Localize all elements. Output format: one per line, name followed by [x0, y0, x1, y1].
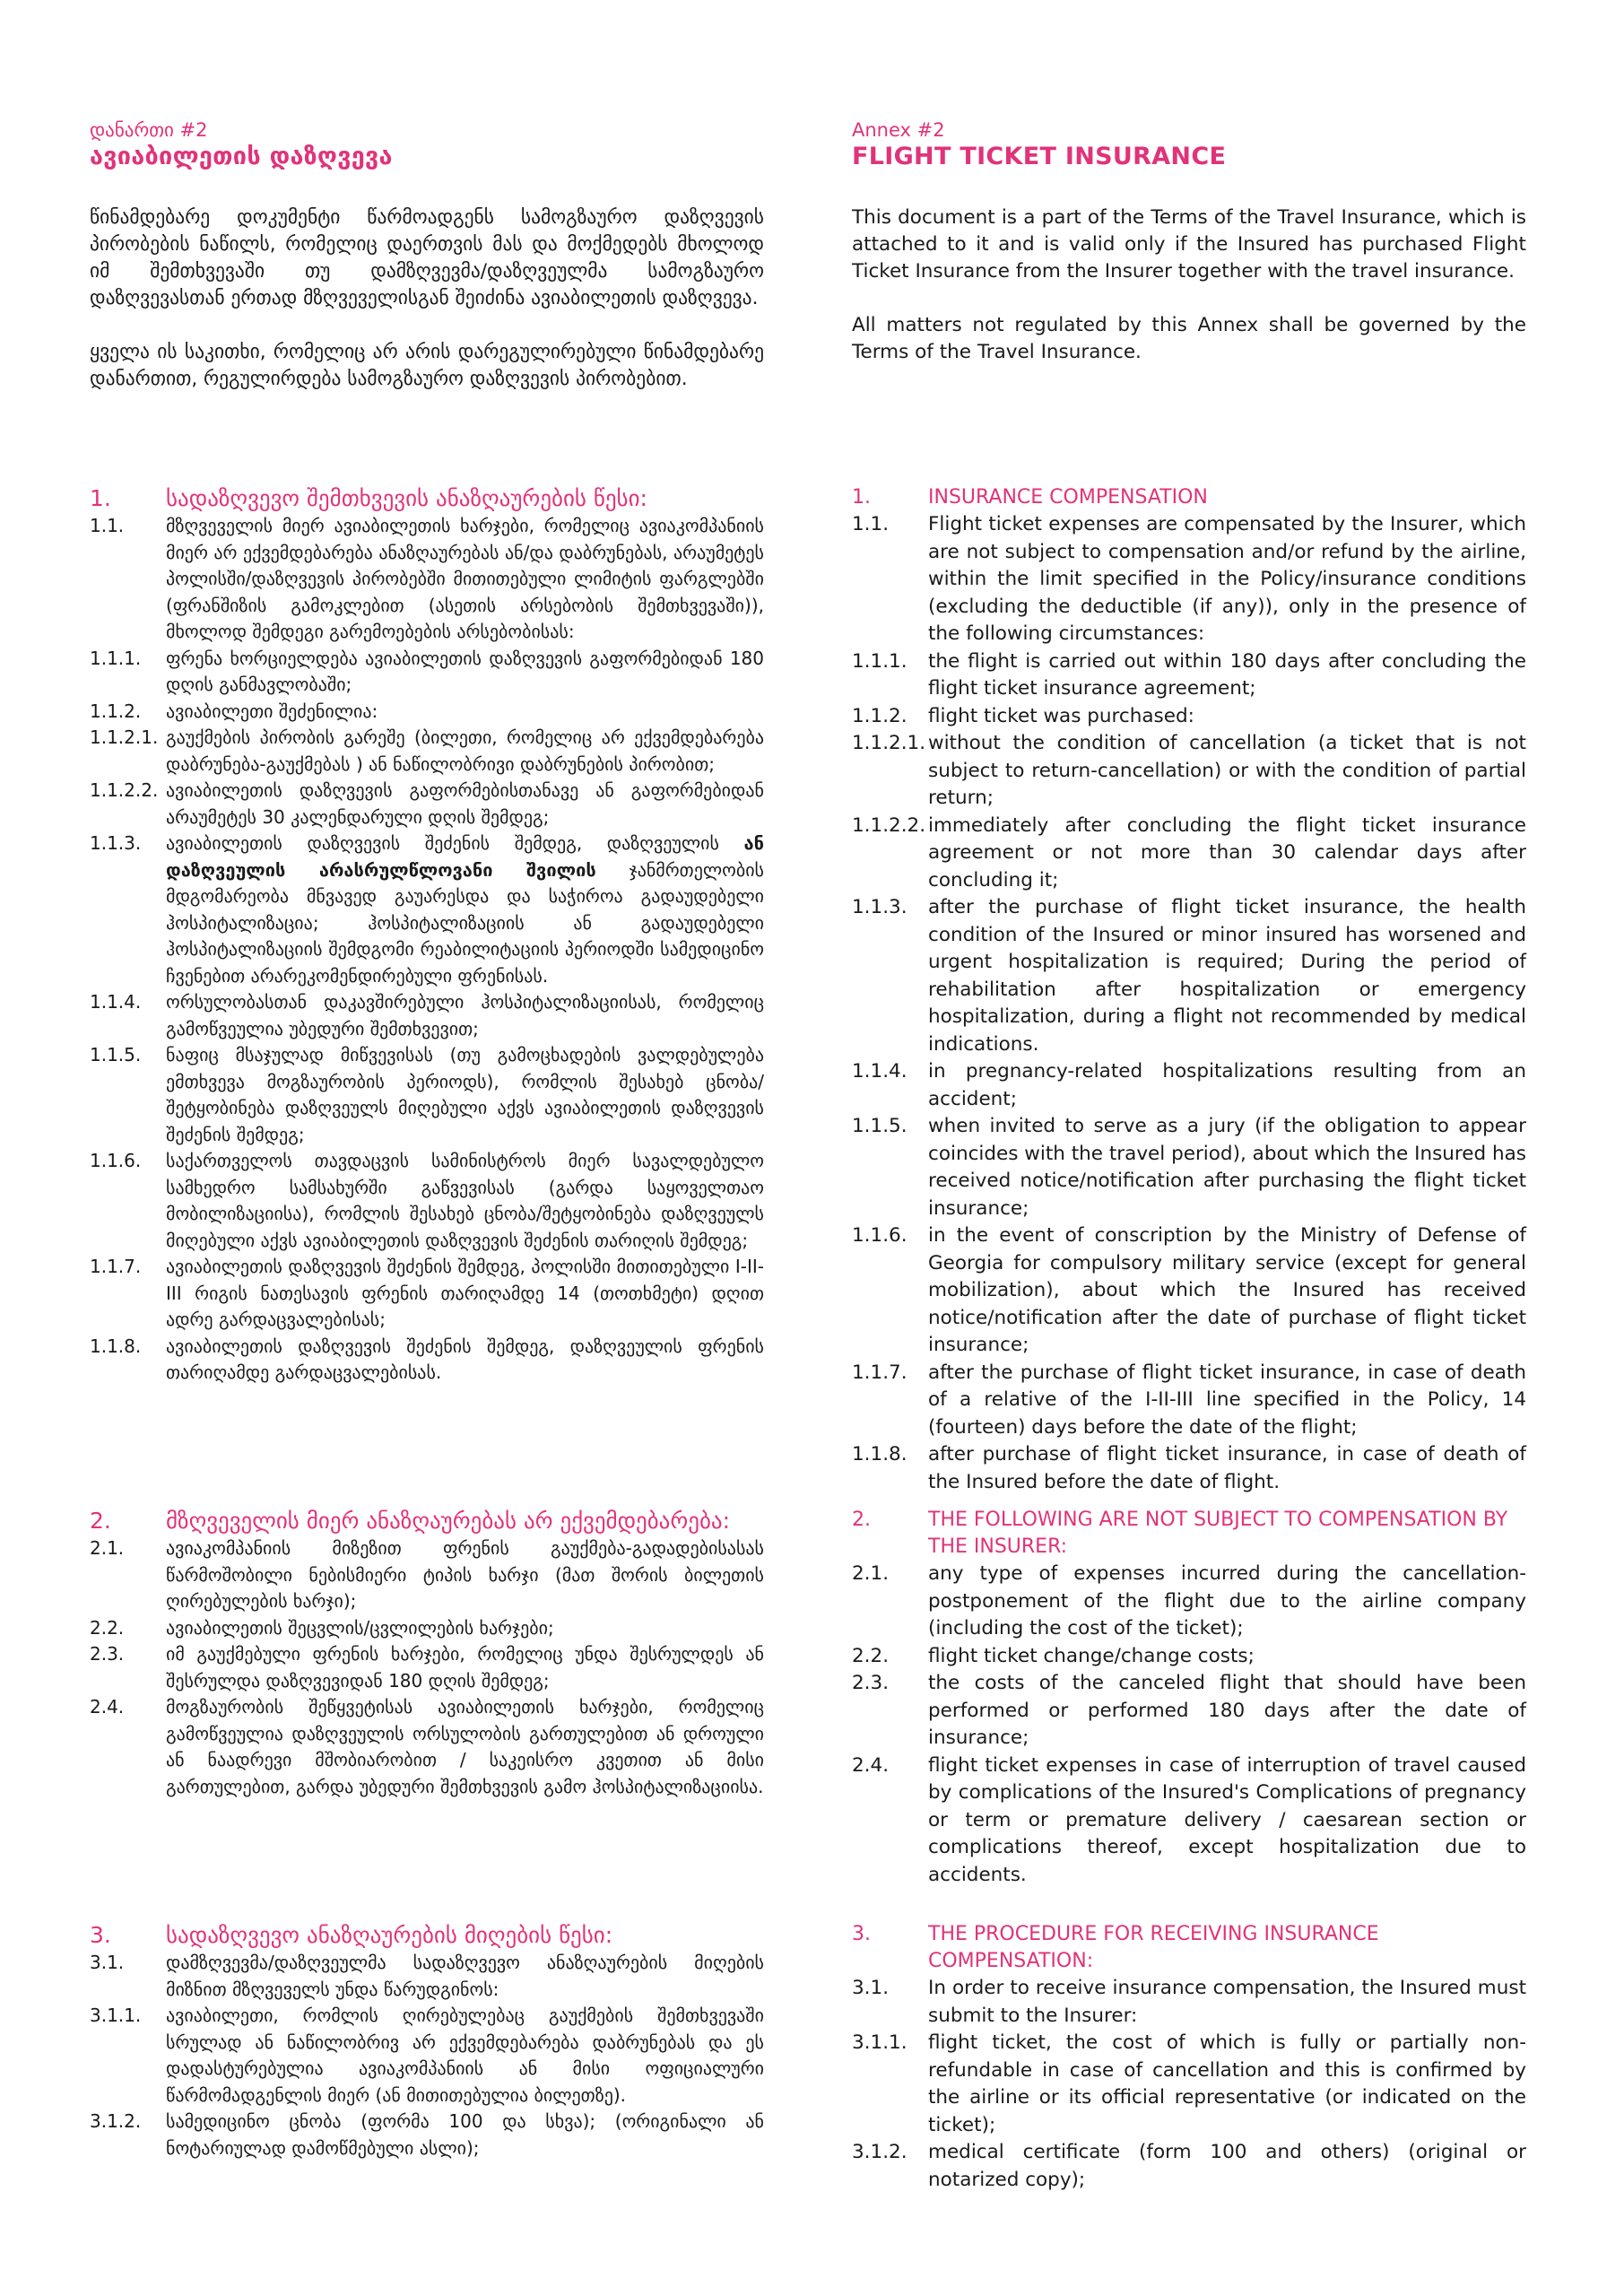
section-3 — [90, 1921, 764, 2161]
section-heading: 1. სადაზღვევო შემთხვევის ანაზღაურების წესი: — [90, 485, 647, 511]
clause: 3.1. დამზღვევმა/დაზღვეულმა სადაზღვევო ანაზღაურების მიღების მიზნით მზღვეველს უნდა წარუდგინოს: — [90, 1952, 764, 2000]
clause: 1.1.3. after the purchase of flight ticket insurance, the health condition of the Insured or minor insured has worsened and urgent hospitalization is required; During the period of rehabilitation after hospitalization or emergency hospitalization, during a flight not recommended by medical indications. — [852, 896, 1526, 1056]
clause: 1.1.7. ავიაბილეთის დაზღვევის შეძენის შემდეგ, პოლისში მითითებული I-II-III რიგის ნათესავის ფრენის თარიღამდე 14 (თოთხმეტი) დღით ადრე გარდაცვალებისას; — [90, 1256, 764, 1330]
document-title: ავიაბილეთის დაზღვევა — [90, 143, 393, 170]
emphasis-text: ან დაზღვეულის არასრულწლოვანი შვილის — [166, 832, 764, 881]
clause: 2.1. any type of expenses incurred during the cancellation-postponement of the flight due to the airline company (including the cost of the ticket); — [852, 1562, 1526, 1639]
clause: 1.1.5. ნაფიც მსაჯულად მიწვევისას (თუ გამოცხადების ვალდებულება ემთხვევა მოგზაურობის პერიოდს), რომლის შესახებ ცნობა/შეტყობინება დაზღვეულს მიღებული აქვს ავიაბილეთის დაზღვევის შეძენის შემდეგ; — [90, 1044, 764, 1145]
clause: 1.1.1. the flight is carried out within 180 days after concluding the flight ticket insurance agreement; — [852, 649, 1526, 700]
clause: 1.1. მზღვეველის მიერ ავიაბილეთის ხარჯები, რომელიც ავიაკომპანიის მიერ არ ექვემდებარება ანაზღაურებას ან/და დაბრუნებას, არაუმეტეს პოლისში/დაზღვევის პირობებში მითითებული ლიმიტის ფარგლებში (ფრანშიზის გამოკლებით (ასეთის არსებობის შემთხვევაში)), მხოლოდ შემდეგი გარემოებების არსებობისას: — [90, 515, 764, 642]
clause: 1.1.2.1. without the condition of cancellation (a ticket that is not subject to return-cancellation) or with the condition of partial return; — [852, 732, 1526, 809]
section-heading: 3. სადაზღვევო ანაზღაურების მიღების წესი: — [90, 1922, 613, 1948]
clause: 1.1.8. ავიაბილეთის დაზღვევის შეძენის შემდეგ, დაზღვეულის ფრენის თარიღამდე გარდაცვალებისას. — [90, 1335, 764, 1383]
intro-paragraph: წინამდებარე დოკუმენტი წარმოადგენს სამოგზაურო დაზღვევის პირობების ნაწილს, რომელიც დაერთვის მას და მოქმედებს მხოლოდ იმ შემთხვევაში თუ დამზღვევმა/დაზღვეულმა სამოგზაურო დაზღვევასთან ერთად მზღვეველისგან შეიძინა ავიაბილეთის დაზღვევა. — [90, 206, 764, 309]
clause: 1.1.2. ავიაბილეთი შეძენილია: — [90, 700, 378, 722]
section-2 — [90, 1507, 764, 1800]
clause: 1.1.2.2. immediately after concluding the flight ticket insurance agreement or not more than 30 calendar days after concluding it; — [852, 813, 1526, 891]
annex-label: დანართი #2 — [90, 119, 208, 141]
section-heading: 2. THE FOLLOWING ARE NOT SUBJECT TO COMPENSATION BY THE INSURER: — [852, 1509, 1508, 1558]
clause: 2.3. იმ გაუქმებული ფრენის ხარჯები, რომელიც უნდა შესრულდეს ან შესრულდა დაზღვევიდან 180 დღის შემდეგ; — [90, 1643, 764, 1692]
clause: 1.1.1. ფრენა ხორციელდება ავიაბილეთის დაზღვევის გაფორმებიდან 180 დღის განმავლობაში; — [90, 647, 764, 695]
intro-paragraph: This document is a part of the Terms of the Travel Insurance, which is attached to it and is valid only if the Insured has purchased Flight Ticket Insurance from the Insurer together with the travel insurance. — [852, 206, 1526, 283]
clause: 1.1.7. after the purchase of flight ticket insurance, in case of death of a relative of the I-II-III line specified in the Policy, 14 (fourteen) days before the date of the flight; — [852, 1361, 1526, 1439]
clause: 3.1. In order to receive insurance compensation, the Insured must submit to the Insurer: — [852, 1977, 1526, 2027]
section-heading: 3. THE PROCEDURE FOR RECEIVING INSURANCE COMPENSATION: — [852, 1923, 1379, 1972]
section-3 — [852, 1921, 1526, 2194]
section-heading: 1. INSURANCE COMPENSATION — [852, 486, 1208, 509]
english-column — [852, 118, 1526, 2191]
section-heading: 2. მზღვეველის მიერ ანაზღაურებას არ ექვემდებარება: — [90, 1508, 731, 1534]
clause: 1.1.2.2. ავიაბილეთის დაზღვევის გაფორმებისთანავე ან გაფორმებიდან არაუმეტეს 30 კალენდარული დღის შემდეგ; — [90, 779, 764, 828]
section-1 — [90, 484, 764, 1387]
section-2 — [852, 1507, 1526, 1889]
clause: 2.4. მოგზაურობის შეწყვეტისას ავიაბილეთის ხარჯები, რომელიც გამოწვეულია დაზღვეულის ორსულობის გართულებით ან დროული ან ნაადრევი მშობიარობით / საკეისრო კვეთით ან მისი გართულებით, გარდა უბედური შემთხვევის გამო ჰოსპიტალიზაციისა. — [90, 1696, 764, 1797]
clause: 2.3. the costs of the canceled flight that should have been performed or performed 180 days after the date of insurance; — [852, 1672, 1526, 1749]
document-title: FLIGHT TICKET INSURANCE — [852, 143, 1227, 170]
georgian-column — [90, 118, 765, 2159]
clause: 1.1.4. ორსულობასთან დაკავშირებული ჰოსპიტალიზაციისას, რომელიც გამოწვეულია უბედური შემთხვევით; — [90, 991, 764, 1039]
clause: 1.1.3. ავიაბილეთის დაზღვევის შეძენის შემდეგ, დაზღვეულის ან დაზღვეულის არასრულწლოვანი შვილის ჯანმრთელობის მდგომარეობა მნვავედ გაუარესდა და საჭიროა გადაუდებელი ჰოსპიტალიზაცია; ჰოსპიტალიზაციის ან გადაუდებელი ჰოსპიტალიზაციის შემდგომი რეაბილიტაციის პერიოდში სამედიცინო ჩვენებით არარეკომენდირებული ფრენისას. — [90, 832, 765, 987]
clause: 1.1.5. when invited to serve as a jury (if the obligation to appear coincides with the travel period), about which the Insured has received notice/notification after purchasing the flight ticket insurance; — [852, 1115, 1526, 1220]
clause: 1.1. Flight ticket expenses are compensated by the Insurer, which are not subject to compensation and/or refund by the airline, within the limit specified in the Policy/insurance conditions (excluding the deductible (if any)), only in the presence of the following circumstances: — [852, 513, 1526, 645]
intro-paragraph: ყველა ის საკითხი, რომელიც არ არის დარეგულირებული წინამდებარე დანართით, რეგულირდება სამოგზაურო დაზღვევის პირობებით. — [90, 341, 764, 390]
annex-label: Annex #2 — [852, 119, 945, 141]
clause: 3.1.2. სამედიცინო ცნობა (ფორმა 100 და სხვა); (ორიგინალი ან ნოტარიულად დამოწმებული ასლი); — [90, 2110, 764, 2159]
clause: 1.1.6. საქართველოს თავდაცვის სამინისტროს მიერ სავალდებულო სამხედრო სამსახურში გაწვევისას (გარდა საყოველთაო მობილიზაციისა), რომლის შესახებ ცნობა/შეტყობინება დაზღვეულს მიღებული აქვს ავიაბილეთის დაზღვევის შეძენის თარიღის შემდეგ; — [90, 1150, 764, 1251]
clause: 1.1.6. in the event of conscription by the Ministry of Defense of Georgia for compulsory military service (except for general mobilization), about which the Insured has received notice/notification after the date of purchase of flight ticket insurance; — [852, 1224, 1526, 1356]
section-1 — [852, 484, 1526, 1496]
intro-paragraph: All matters not regulated by this Annex shall be governed by the Terms of the Travel Insurance. — [852, 314, 1526, 363]
clause: 2.4. flight ticket expenses in case of interruption of travel caused by complications of the Insured's Complications of pregnancy or term or premature delivery / caesarean section or complications thereof, except hospitalization due to accidents. — [852, 1753, 1526, 1886]
clause: 2.1. ავიაკომპანიის მიზეზით ფრენის გაუქმება-გადადებისასას წარმოშობილი ნებისმიერი ტიპის ხარჯი (მათ შორის ბილეთის ღირებულების ხარჯი); — [90, 1537, 764, 1612]
clause: 1.1.2. flight ticket was purchased: — [852, 704, 1194, 727]
clause: 3.1.2. medical certificate (form 100 and others) (original or notarized copy); — [852, 2141, 1526, 2191]
clause: 3.1.1. ავიაბილეთი, რომლის ღირებულებაც გაუქმების შემთხვევაში სრულად ან ნაწილობრივ არ ექვემდებარება დაბრუნებას და ეს დადასტურებულია ავიაკომპანიის ან მისი ოფიციალური წარმომადგენლის მიერ (ან მითითებულია ბილეთზე). — [90, 2005, 764, 2106]
clause: 1.1.2.1. გაუქმების პირობის გარეშე (ბილეთი, რომელიც არ ექვემდებარება დაბრუნება-გაუქმებას ) ან ნაწილობრივი დაბრუნების პირობით; — [90, 726, 764, 775]
clause: 1.1.4. in pregnancy-related hospitalizations resulting from an accident; — [852, 1060, 1526, 1110]
clause: 1.1.8. after purchase of flight ticket insurance, in case of death of the Insured before the date of flight. — [852, 1443, 1526, 1493]
clause: 2.2. flight ticket change/change costs; — [852, 1644, 1255, 1667]
clause: 2.2. ავიაბილეთის შეცვლის/ცვლილების ხარჯები; — [90, 1616, 554, 1639]
clause: 3.1.1. flight ticket, the cost of which is fully or partially non-refundable in case of cancellation and this is confirmed by the airline or its official representative (or indicated on the ticket); — [852, 2031, 1526, 2136]
